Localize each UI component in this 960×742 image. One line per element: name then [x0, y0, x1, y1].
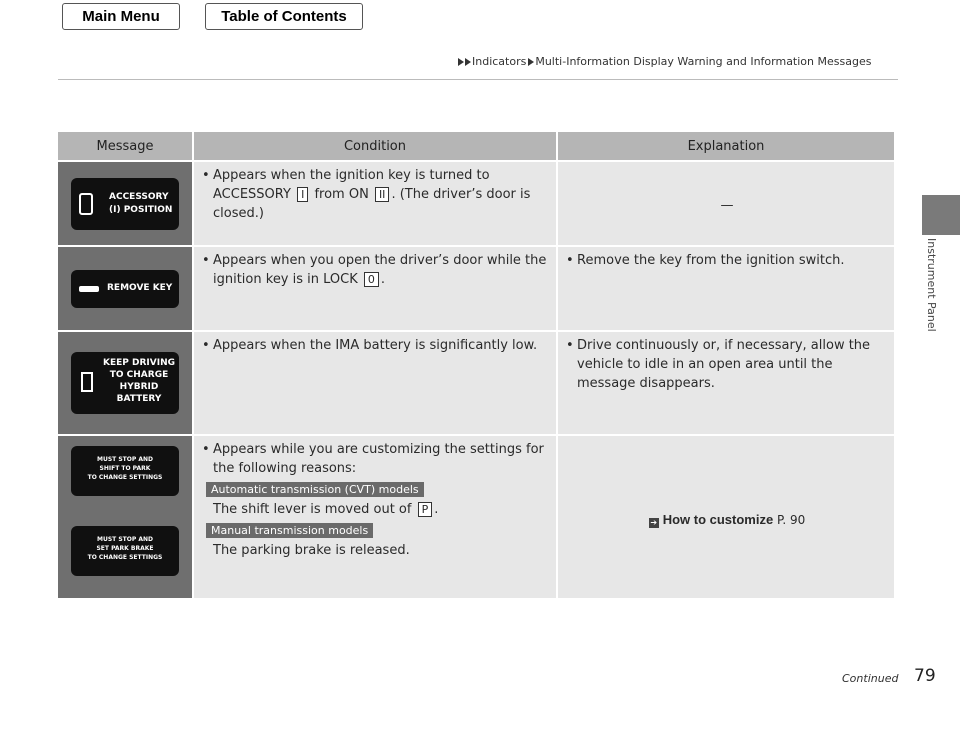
- remove-key-display: [71, 270, 179, 308]
- condition-text: The parking brake is released.: [213, 543, 410, 558]
- breadcrumb-indicators[interactable]: Indicators: [472, 55, 527, 68]
- explanation-text: —: [720, 198, 734, 213]
- message-display-cell: [58, 332, 192, 434]
- condition-text: Appears when the ignition key is turned to ACCESSORY: [213, 168, 490, 202]
- table-row: [58, 162, 894, 245]
- shift-position-badge: P: [418, 502, 433, 517]
- key-position-badge: 0: [364, 272, 379, 287]
- section-label: Instrument Panel: [925, 238, 938, 332]
- section-tab: [922, 195, 960, 235]
- automatic-transmission-tag: Automatic transmission (CVT) models: [206, 482, 424, 497]
- display-line: MUST STOP AND: [97, 536, 153, 543]
- key-icon: [79, 286, 99, 292]
- reference-label: How to customize: [662, 512, 774, 527]
- display-line: KEEP DRIVING: [103, 358, 175, 368]
- header-message: Message: [58, 132, 192, 160]
- display-line: (I) POSITION: [109, 204, 173, 215]
- accessory-position-display: [71, 178, 179, 230]
- explanation-cell: • Remove the key from the ignition switch.: [558, 247, 894, 330]
- display-line: TO CHANGE SETTINGS: [87, 554, 163, 561]
- explanation-cell: • Drive continuously or, if necessary, allow the vehicle to idle in an open area until the message disappears.: [558, 332, 894, 434]
- message-display-cell: [58, 436, 192, 598]
- message-display-cell: [58, 162, 192, 245]
- continued-label: Continued: [842, 672, 899, 685]
- display-line: SHIFT TO PARK: [99, 465, 151, 472]
- key-icon: [79, 193, 93, 215]
- header-explanation: Explanation: [558, 132, 894, 160]
- header-condition: Condition: [194, 132, 556, 160]
- reference-page: P. 90: [777, 513, 806, 527]
- condition-text: Appears when the IMA battery is significantly low.: [213, 338, 538, 353]
- explanation-cell: [558, 162, 894, 245]
- display-line: SET PARK BRAKE: [96, 545, 154, 552]
- condition-cell: • Appears when the IMA battery is significantly low.: [194, 332, 556, 434]
- battery-icon: [81, 372, 93, 392]
- display-line: HYBRID: [119, 382, 159, 392]
- table-of-contents-button[interactable]: Table of Contents: [205, 3, 363, 30]
- key-position-badge: I: [297, 187, 308, 202]
- arrow-icon: [465, 58, 471, 66]
- key-position-badge: II: [375, 187, 390, 202]
- display-line: REMOVE KEY: [107, 282, 173, 293]
- table-row: [58, 332, 894, 434]
- arrow-icon: [528, 58, 534, 66]
- breadcrumb-section[interactable]: Multi-Information Display Warning and Information Messages: [535, 55, 872, 68]
- condition-cell: • Appears while you are customizing the settings for the following reasons: Automatic transmission (CVT) models The shift lever is moved out of P . Manual transmission models The parking brake is released.: [194, 436, 556, 598]
- cross-reference-link[interactable]: [566, 510, 888, 530]
- explanation-text: Drive continuously or, if necessary, allow the vehicle to idle in an open area until the message disappears.: [577, 338, 871, 391]
- table-header-row: [58, 132, 894, 160]
- display-line: TO CHARGE: [109, 370, 169, 380]
- display-line: ACCESSORY: [109, 191, 169, 202]
- main-menu-button[interactable]: Main Menu: [62, 3, 180, 30]
- messages-table: [56, 130, 896, 600]
- explanation-text: Remove the key from the ignition switch.: [577, 253, 845, 268]
- set-park-brake-display: [71, 526, 179, 576]
- explanation-cell: [558, 436, 894, 598]
- table-row: [58, 436, 894, 598]
- condition-text: Appears when you open the driver’s door while the ignition key is in LOCK: [213, 253, 547, 287]
- display-line: BATTERY: [116, 394, 162, 404]
- condition-text: .: [434, 502, 439, 517]
- display-line: TO CHANGE SETTINGS: [87, 474, 163, 481]
- keep-driving-display: [71, 352, 179, 414]
- condition-text: . (The driver’s door is closed.): [213, 187, 531, 221]
- reference-arrow-icon: ➔: [650, 518, 658, 527]
- shift-to-park-display: [71, 446, 179, 496]
- display-line: MUST STOP AND: [97, 456, 153, 463]
- condition-text: .: [380, 272, 386, 287]
- header-divider: [58, 79, 898, 80]
- condition-text: from ON: [314, 187, 369, 202]
- condition-text: Appears while you are customizing the settings for the following reasons:: [213, 442, 544, 476]
- breadcrumb: [458, 55, 871, 68]
- message-display-cell: [58, 247, 192, 330]
- table-row: [58, 247, 894, 330]
- arrow-icon: [458, 58, 464, 66]
- manual-transmission-tag: Manual transmission models: [206, 523, 373, 538]
- page-number: 79: [914, 666, 936, 686]
- condition-cell: • Appears when the ignition key is turned to ACCESSORY I from ON II . (The driver’s door is closed.): [194, 162, 556, 245]
- condition-text: The shift lever is moved out of: [213, 502, 412, 517]
- condition-cell: • Appears when you open the driver’s door while the ignition key is in LOCK 0 .: [194, 247, 556, 330]
